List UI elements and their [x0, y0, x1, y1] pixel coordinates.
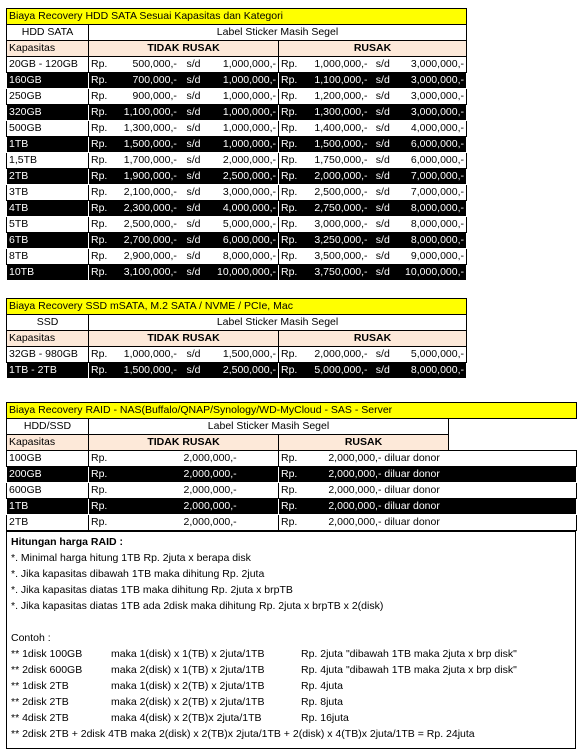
ssd-type-label: SSD: [7, 315, 89, 331]
range-separator: s/d: [186, 202, 201, 214]
example-last: ** 2disk 2TB + 2disk 4TB maka 2(disk) x 2(TB)x 2juta/1TB + 2(disk) x 4(TB)x 2juta/1TB = Rp. 24juta: [11, 728, 475, 740]
price-cell: [279, 467, 577, 483]
currency-label: Rp.: [91, 500, 108, 512]
range-separator: s/d: [375, 90, 390, 102]
currency-label: Rp.: [281, 452, 298, 464]
range-separator: s/d: [186, 364, 201, 376]
example-result: Rp. 4juta: [301, 680, 344, 692]
capacity-cell: 200GB: [7, 467, 89, 483]
price-from: 1,100,000,-: [123, 106, 177, 118]
price-from: 3,750,000,-: [314, 266, 368, 278]
price-from: 3,500,000,-: [314, 250, 368, 262]
raid-price-table: [6, 402, 577, 531]
currency-label: Rp.: [91, 468, 108, 480]
price-value: 2,000,000,-: [183, 484, 237, 496]
currency-label: Rp.: [91, 186, 108, 198]
price-from: 1,500,000,-: [123, 138, 177, 150]
table-row: [7, 515, 577, 531]
price-range-cell: [279, 73, 467, 89]
example-formula: maka 1(disk) x 2(TB) x 2juta/1TB: [111, 680, 265, 692]
currency-label: Rp.: [91, 516, 108, 528]
range-separator: s/d: [375, 250, 390, 262]
price-to: 3,000,000,-: [410, 90, 465, 102]
price-to: 8,000,000,-: [410, 364, 465, 376]
price-range-cell: [89, 89, 279, 105]
table-row: [7, 89, 467, 105]
price-to: 1,000,000,-: [222, 122, 276, 134]
raid-type-label: HDD/SSD: [7, 419, 89, 435]
price-to: 5,000,000,-: [222, 218, 276, 230]
table-row: [7, 57, 467, 73]
price-range-cell: [89, 347, 279, 363]
example-formula: maka 2(disk) x 2(TB) x 2juta/1TB: [111, 696, 265, 708]
price-from: 900,000,-: [132, 90, 177, 102]
price-cell: [89, 499, 279, 515]
currency-label: Rp.: [281, 234, 298, 246]
price-range-cell: [89, 185, 279, 201]
price-range-cell: [89, 169, 279, 185]
currency-label: Rp.: [281, 516, 298, 528]
price-range-cell: [279, 57, 467, 73]
capacity-cell: 160GB: [7, 73, 89, 89]
price-value: 2,000,000,- diluar donor: [328, 516, 440, 528]
price-to: 1,000,000,-: [222, 106, 276, 118]
currency-label: Rp.: [281, 106, 298, 118]
price-range-cell: [279, 153, 467, 169]
price-from: 1,000,000,-: [123, 348, 177, 360]
table-row: [7, 121, 467, 137]
notes-heading: Hitungan harga RAID :: [11, 536, 123, 548]
currency-label: Rp.: [281, 186, 298, 198]
ssd-col-ok: TIDAK RUSAK: [89, 331, 279, 347]
price-range-cell: [279, 363, 467, 379]
price-range-cell: [89, 105, 279, 121]
ssd-col-bad: RUSAK: [279, 331, 467, 347]
currency-label: Rp.: [281, 138, 298, 150]
price-range-cell: [279, 169, 467, 185]
price-to: 1,000,000,-: [222, 74, 276, 86]
table-row: [7, 265, 467, 281]
price-from: 1,700,000,-: [123, 154, 177, 166]
example-formula: maka 2(disk) x 1(TB) x 2juta/1TB: [111, 664, 265, 676]
range-separator: s/d: [186, 234, 201, 246]
example-result: Rp. 8juta: [301, 696, 344, 708]
price-to: 3,000,000,-: [410, 106, 465, 118]
currency-label: Rp.: [281, 202, 298, 214]
range-separator: s/d: [186, 348, 201, 360]
price-to: 10,000,000,-: [217, 266, 276, 278]
range-separator: s/d: [186, 74, 201, 86]
capacity-cell: 1TB: [7, 137, 89, 153]
price-cell: [89, 515, 279, 531]
range-separator: s/d: [375, 364, 390, 376]
example-result: Rp. 4juta "dibawah 1TB maka 2juta x brp disk": [301, 664, 517, 676]
price-to: 1,000,000,-: [222, 138, 276, 150]
currency-label: Rp.: [91, 348, 108, 360]
currency-label: Rp.: [281, 58, 298, 70]
table-row: [7, 347, 467, 363]
example-case: ** 2disk 2TB: [11, 696, 69, 708]
price-range-cell: [89, 265, 279, 281]
currency-label: Rp.: [281, 154, 298, 166]
range-separator: s/d: [186, 138, 201, 150]
capacity-cell: 6TB: [7, 233, 89, 249]
table-row: [7, 185, 467, 201]
ssd-table-title: Biaya Recovery SSD mSATA, M.2 SATA / NVME / PCIe, Mac: [7, 299, 467, 315]
price-from: 2,750,000,-: [314, 202, 368, 214]
table-row: [7, 153, 467, 169]
currency-label: Rp.: [281, 218, 298, 230]
capacity-cell: 3TB: [7, 185, 89, 201]
currency-label: Rp.: [91, 170, 108, 182]
price-to: 9,000,000,-: [410, 250, 465, 262]
price-range-cell: [279, 347, 467, 363]
hdd-sticker-label: Label Sticker Masih Segel: [89, 25, 467, 41]
price-from: 1,200,000,-: [314, 90, 368, 102]
raid-table-title: Biaya Recovery RAID - NAS(Buffalo/QNAP/Synology/WD-MyCloud - SAS - Server: [7, 403, 577, 419]
table-row: [7, 363, 467, 379]
ssd-col-capacity: Kapasitas: [7, 331, 89, 347]
range-separator: s/d: [186, 90, 201, 102]
capacity-cell: 20GB - 120GB: [7, 57, 89, 73]
table-row: [7, 249, 467, 265]
currency-label: Rp.: [91, 218, 108, 230]
price-from: 2,700,000,-: [123, 234, 177, 246]
capacity-cell: 1TB: [7, 499, 89, 515]
range-separator: s/d: [186, 58, 201, 70]
table-row: [7, 73, 467, 89]
example-case: ** 4disk 2TB: [11, 712, 69, 724]
price-from: 2,300,000,-: [123, 202, 177, 214]
price-value: 2,000,000,- diluar donor: [328, 452, 440, 464]
range-separator: s/d: [375, 234, 390, 246]
price-from: 1,750,000,-: [314, 154, 368, 166]
price-range-cell: [279, 121, 467, 137]
price-value: 2,000,000,- diluar donor: [328, 500, 440, 512]
price-from: 1,100,000,-: [314, 74, 368, 86]
capacity-cell: 10TB: [7, 265, 89, 281]
currency-label: Rp.: [281, 500, 298, 512]
example-row: [11, 710, 571, 726]
price-range-cell: [89, 121, 279, 137]
price-from: 700,000,-: [132, 74, 177, 86]
price-to: 3,000,000,-: [410, 58, 465, 70]
currency-label: Rp.: [91, 106, 108, 118]
range-separator: s/d: [375, 122, 390, 134]
price-from: 1,300,000,-: [123, 122, 177, 134]
capacity-cell: 250GB: [7, 89, 89, 105]
range-separator: s/d: [375, 218, 390, 230]
hdd-price-table: [6, 8, 467, 281]
currency-label: Rp.: [91, 90, 108, 102]
price-range-cell: [279, 249, 467, 265]
range-separator: s/d: [186, 218, 201, 230]
hdd-col-bad: RUSAK: [279, 41, 467, 57]
raid-pricing-notes: [6, 531, 576, 749]
price-to: 10,000,000,-: [405, 266, 465, 278]
price-from: 3,100,000,-: [123, 266, 177, 278]
currency-label: Rp.: [281, 90, 298, 102]
example-formula: maka 4(disk) x 2(TB)x 2juta/1TB: [111, 712, 262, 724]
price-from: 2,500,000,-: [123, 218, 177, 230]
capacity-cell: 2TB: [7, 515, 89, 531]
price-from: 2,000,000,-: [314, 170, 368, 182]
table-row: [7, 483, 577, 499]
price-from: 500,000,-: [132, 58, 177, 70]
raid-col-bad: RUSAK: [279, 435, 449, 451]
price-value: 2,000,000,-: [183, 468, 237, 480]
price-from: 1,900,000,-: [123, 170, 177, 182]
price-to: 1,500,000,-: [222, 348, 276, 360]
currency-label: Rp.: [91, 484, 108, 496]
price-range-cell: [279, 89, 467, 105]
price-from: 2,100,000,-: [123, 186, 177, 198]
price-to: 2,500,000,-: [222, 364, 276, 376]
price-from: 5,000,000,-: [314, 364, 368, 376]
price-to: 2,500,000,-: [222, 170, 276, 182]
note-line: *. Jika kapasitas diatas 1TB ada 2disk maka dihitung Rp. 2juta x brpTB x 2(disk): [11, 600, 384, 612]
price-range-cell: [89, 217, 279, 233]
table-row: [7, 137, 467, 153]
raid-col-ok: TIDAK RUSAK: [89, 435, 279, 451]
price-to: 6,000,000,-: [410, 138, 465, 150]
currency-label: Rp.: [91, 202, 108, 214]
note-line: *. Jika kapasitas dibawah 1TB maka dihitung Rp. 2juta: [11, 568, 265, 580]
price-from: 1,500,000,-: [314, 138, 368, 150]
price-range-cell: [89, 363, 279, 379]
note-line: *. Jika kapasitas diatas 1TB maka dihitung Rp. 2juta x brpTB: [11, 584, 293, 596]
capacity-cell: 2TB: [7, 169, 89, 185]
currency-label: Rp.: [91, 154, 108, 166]
price-from: 3,000,000,-: [314, 218, 368, 230]
price-cell: [279, 451, 577, 467]
price-cell: [279, 515, 577, 531]
table-row: [7, 467, 577, 483]
price-to: 1,000,000,-: [222, 90, 276, 102]
currency-label: Rp.: [281, 484, 298, 496]
range-separator: s/d: [375, 58, 390, 70]
currency-label: Rp.: [281, 122, 298, 134]
price-cell: [89, 467, 279, 483]
example-case: ** 2disk 600GB: [11, 664, 83, 676]
range-separator: s/d: [375, 74, 390, 86]
currency-label: Rp.: [281, 364, 298, 376]
table-row: [7, 217, 467, 233]
currency-label: Rp.: [91, 122, 108, 134]
currency-label: Rp.: [91, 74, 108, 86]
table-row: [7, 451, 577, 467]
range-separator: s/d: [375, 138, 390, 150]
price-to: 8,000,000,-: [410, 202, 465, 214]
table-row: [7, 201, 467, 217]
capacity-cell: 4TB: [7, 201, 89, 217]
example-case: ** 1disk 100GB: [11, 648, 83, 660]
example-case: ** 1disk 2TB: [11, 680, 69, 692]
table-row: [7, 499, 577, 515]
hdd-table-title: Biaya Recovery HDD SATA Sesuai Kapasitas dan Kategori: [7, 9, 467, 25]
price-from: 2,500,000,-: [314, 186, 368, 198]
price-from: 3,250,000,-: [314, 234, 368, 246]
price-value: 2,000,000,-: [183, 500, 237, 512]
price-to: 6,000,000,-: [410, 154, 465, 166]
price-to: 5,000,000,-: [410, 348, 465, 360]
price-to: 7,000,000,-: [410, 170, 465, 182]
price-cell: [279, 499, 577, 515]
capacity-cell: 100GB: [7, 451, 89, 467]
price-range-cell: [279, 233, 467, 249]
example-row: [11, 662, 571, 678]
table-row: [7, 233, 467, 249]
price-from: 1,300,000,-: [314, 106, 368, 118]
price-to: 6,000,000,-: [222, 234, 276, 246]
examples-heading: Contoh :: [11, 632, 51, 644]
price-to: 4,000,000,-: [410, 122, 465, 134]
hdd-type-label: HDD SATA: [7, 25, 89, 41]
capacity-cell: 5TB: [7, 217, 89, 233]
price-range-cell: [89, 201, 279, 217]
price-to: 2,000,000,-: [222, 154, 276, 166]
example-result: Rp. 2juta "dibawah 1TB maka 2juta x brp disk": [301, 648, 517, 660]
raid-sticker-label: Label Sticker Masih Segel: [89, 419, 449, 435]
price-range-cell: [279, 185, 467, 201]
currency-label: Rp.: [91, 234, 108, 246]
table-row: [7, 169, 467, 185]
price-from: 2,000,000,-: [314, 348, 368, 360]
price-range-cell: [89, 249, 279, 265]
price-range-cell: [89, 137, 279, 153]
currency-label: Rp.: [91, 58, 108, 70]
raid-col-capacity: Kapasitas: [7, 435, 89, 451]
range-separator: s/d: [375, 154, 390, 166]
price-cell: [89, 483, 279, 499]
currency-label: Rp.: [281, 170, 298, 182]
currency-label: Rp.: [281, 468, 298, 480]
example-row: [11, 646, 571, 662]
range-separator: s/d: [186, 170, 201, 182]
currency-label: Rp.: [281, 74, 298, 86]
range-separator: s/d: [186, 266, 201, 278]
price-range-cell: [279, 265, 467, 281]
range-separator: s/d: [186, 186, 201, 198]
note-line: *. Minimal harga hitung 1TB Rp. 2juta x berapa disk: [11, 552, 251, 564]
currency-label: Rp.: [91, 266, 108, 278]
hdd-col-capacity: Kapasitas: [7, 41, 89, 57]
price-range-cell: [279, 105, 467, 121]
price-value: 2,000,000,- diluar donor: [328, 468, 440, 480]
range-separator: s/d: [375, 170, 390, 182]
example-row: [11, 678, 571, 694]
price-from: 1,500,000,-: [123, 364, 177, 376]
price-cell: [89, 451, 279, 467]
range-separator: s/d: [375, 348, 390, 360]
capacity-cell: 1,5TB: [7, 153, 89, 169]
example-row: [11, 694, 571, 710]
currency-label: Rp.: [91, 452, 108, 464]
capacity-cell: 32GB - 980GB: [7, 347, 89, 363]
currency-label: Rp.: [281, 250, 298, 262]
price-value: 2,000,000,-: [183, 452, 237, 464]
hdd-col-ok: TIDAK RUSAK: [89, 41, 279, 57]
range-separator: s/d: [375, 202, 390, 214]
capacity-cell: 1TB - 2TB: [7, 363, 89, 379]
price-value: 2,000,000,-: [183, 516, 237, 528]
range-separator: s/d: [375, 106, 390, 118]
currency-label: Rp.: [91, 364, 108, 376]
example-formula: maka 1(disk) x 1(TB) x 2juta/1TB: [111, 648, 265, 660]
price-from: 1,400,000,-: [314, 122, 368, 134]
price-cell: [279, 483, 577, 499]
price-range-cell: [279, 137, 467, 153]
price-to: 3,000,000,-: [410, 74, 465, 86]
price-to: 8,000,000,-: [410, 218, 465, 230]
price-from: 2,900,000,-: [123, 250, 177, 262]
currency-label: Rp.: [91, 138, 108, 150]
price-to: 8,000,000,-: [222, 250, 276, 262]
range-separator: s/d: [375, 266, 390, 278]
range-separator: s/d: [186, 122, 201, 134]
table-row: [7, 105, 467, 121]
ssd-sticker-label: Label Sticker Masih Segel: [89, 315, 467, 331]
capacity-cell: 320GB: [7, 105, 89, 121]
example-result: Rp. 16juta: [301, 712, 349, 724]
currency-label: Rp.: [91, 250, 108, 262]
range-separator: s/d: [186, 154, 201, 166]
price-range-cell: [89, 57, 279, 73]
capacity-cell: 500GB: [7, 121, 89, 137]
currency-label: Rp.: [281, 348, 298, 360]
range-separator: s/d: [375, 186, 390, 198]
price-to: 3,000,000,-: [222, 186, 276, 198]
price-value: 2,000,000,- diluar donor: [328, 484, 440, 496]
currency-label: Rp.: [281, 266, 298, 278]
price-to: 8,000,000,-: [410, 234, 465, 246]
ssd-price-table: [6, 298, 467, 379]
price-range-cell: [89, 73, 279, 89]
price-from: 1,000,000,-: [314, 58, 368, 70]
price-range-cell: [89, 233, 279, 249]
capacity-cell: 8TB: [7, 249, 89, 265]
price-to: 7,000,000,-: [410, 186, 465, 198]
capacity-cell: 600GB: [7, 483, 89, 499]
price-to: 4,000,000,-: [222, 202, 276, 214]
range-separator: s/d: [186, 106, 201, 118]
range-separator: s/d: [186, 250, 201, 262]
price-to: 1,000,000,-: [222, 58, 276, 70]
price-range-cell: [279, 201, 467, 217]
price-range-cell: [89, 153, 279, 169]
price-range-cell: [279, 217, 467, 233]
